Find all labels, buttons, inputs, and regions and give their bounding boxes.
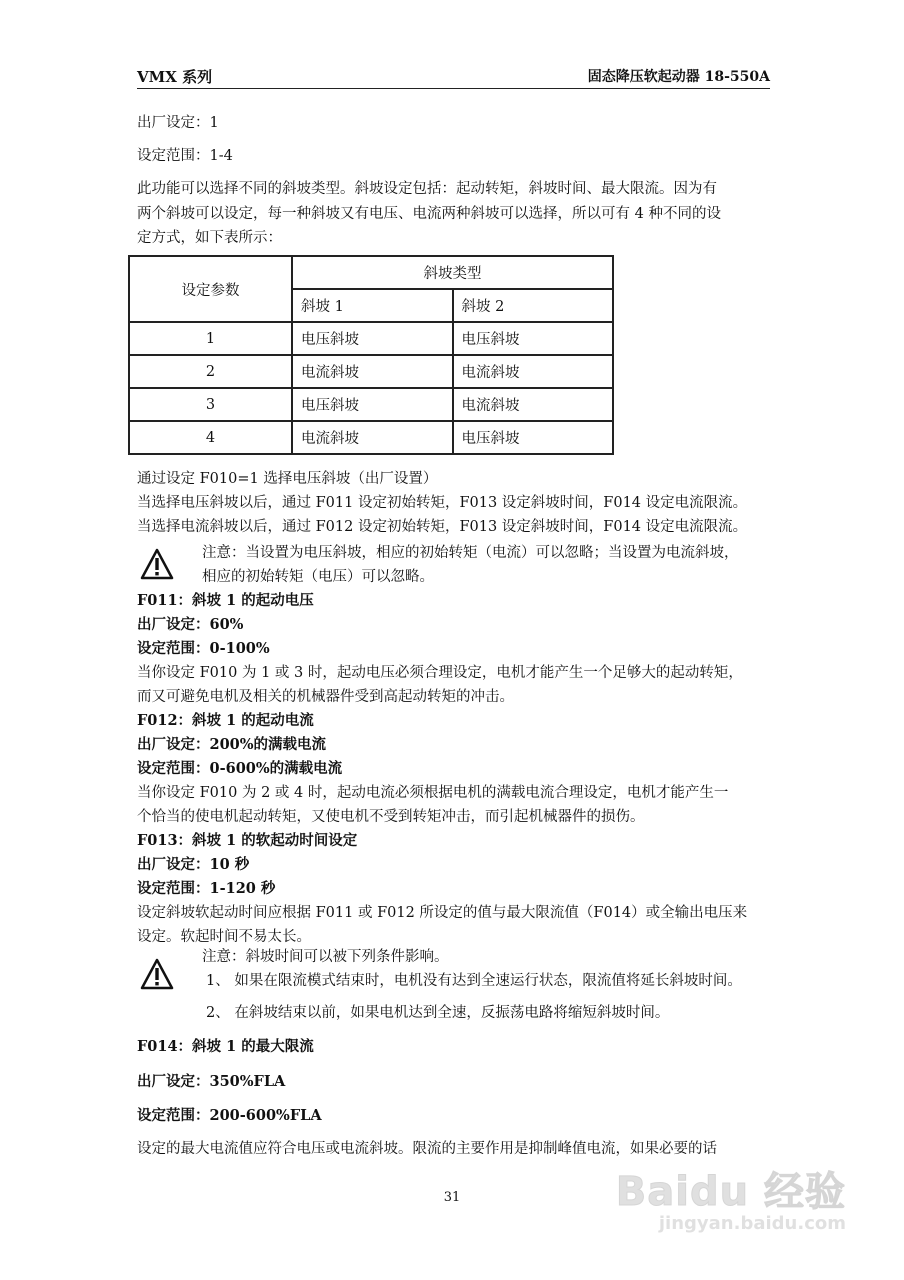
factory-setting-f010: 出厂设定：1 [137, 115, 219, 131]
warning-icon [140, 548, 174, 580]
table-cell-ramp1: 电压斜坡 [292, 322, 453, 355]
warning-icon [140, 958, 174, 990]
table-header-ramp1: 斜坡 1 [292, 289, 453, 322]
table-row [129, 388, 613, 421]
paragraph-line: 设定的最大电流值应符合电压或电流斜坡。限流的主要作用是抑制峰值电流，如果必要的话 [137, 1141, 717, 1157]
ramp-type-table [128, 255, 614, 455]
factory-setting-f011: 出厂设定：60% [137, 616, 244, 633]
table-cell-ramp2: 电压斜坡 [453, 421, 614, 454]
watermark-url: jingyan.baidu.com [658, 1213, 846, 1234]
header-title-left: VMX 系列 [137, 68, 213, 86]
setting-range-f011: 设定范围：0-100% [137, 640, 270, 657]
table-header-ramp2: 斜坡 2 [453, 289, 614, 322]
table-cell-setting: 3 [129, 388, 292, 421]
header-rule [137, 88, 770, 89]
baidu-watermark [616, 1160, 846, 1234]
table-cell-setting: 2 [129, 355, 292, 388]
note-text: 相应的初始转矩（电压）可以忽略。 [202, 569, 434, 585]
paragraph-line: 当你设定 F010 为 2 或 4 时，起动电流必须根据电机的满载电流合理设定，电机才能产生一 [137, 785, 729, 801]
paragraph-line: 两个斜坡可以设定，每一种斜坡又有电压、电流两种斜坡可以选择，所以可有 4 种不同的设 [137, 206, 721, 222]
header-title-right: 固态降压软起动器 18-550A [587, 69, 770, 85]
paragraph-line: 而又可避免电机及相关的机械器件受到高起动转矩的冲击。 [137, 689, 514, 705]
paragraph-line: 通过设定 F010=1 选择电压斜坡（出厂设置） [137, 471, 438, 487]
note-text: 注意：斜坡时间可以被下列条件影响。 [202, 949, 449, 965]
setting-range-f010: 设定范围：1-4 [137, 148, 233, 164]
table-cell-ramp1: 电流斜坡 [292, 421, 453, 454]
table-row [129, 322, 613, 355]
factory-setting-f012: 出厂设定：200%的满载电流 [137, 736, 327, 753]
table-cell-ramp2: 电压斜坡 [453, 322, 614, 355]
paragraph-line: 定方式，如下表所示： [137, 230, 282, 246]
section-heading-f012: F012：斜坡 1 的起动电流 [137, 712, 314, 729]
paragraph-line: 个恰当的使电机起动转矩，又使电机不受到转矩冲击，而引起机械器件的损伤。 [137, 809, 645, 825]
paragraph-line: 设定。软起时间不易太长。 [137, 929, 311, 945]
paragraph-line: 当选择电压斜坡以后，通过 F011 设定初始转矩，F013 设定斜坡时间，F014 设定电流限流。 [137, 495, 748, 511]
note-list-item: 2、 在斜坡结束以前，如果电机达到全速，反振荡电路将缩短斜坡时间。 [206, 1005, 670, 1021]
setting-range-f012: 设定范围：0-600%的满载电流 [137, 760, 343, 777]
table-cell-ramp1: 电压斜坡 [292, 388, 453, 421]
table-cell-setting: 4 [129, 421, 292, 454]
table-cell-ramp1: 电流斜坡 [292, 355, 453, 388]
section-heading-f014: F014：斜坡 1 的最大限流 [137, 1038, 314, 1055]
page-number: 31 [443, 1190, 461, 1205]
watermark-brand: Baidu 经验 [615, 1169, 846, 1215]
table-header-ramp-type: 斜坡类型 [292, 256, 613, 289]
section-heading-f011: F011：斜坡 1 的起动电压 [137, 592, 314, 609]
paragraph-line: 当你设定 F010 为 1 或 3 时，起动电压必须合理设定，电机才能产生一个足够大的起动转矩， [137, 665, 743, 681]
table-cell-ramp2: 电流斜坡 [453, 388, 614, 421]
setting-range-f013: 设定范围：1-120 秒 [137, 880, 276, 897]
factory-setting-f013: 出厂设定：10 秒 [137, 856, 250, 873]
table-cell-ramp2: 电流斜坡 [453, 355, 614, 388]
setting-range-f014: 设定范围：200-600%FLA [137, 1107, 322, 1124]
table-header-setting: 设定参数 [129, 256, 292, 322]
paragraph-line: 此功能可以选择不同的斜坡类型。斜坡设定包括：起动转矩，斜坡时间、最大限流。因为有 [137, 181, 717, 197]
table-row [129, 355, 613, 388]
paragraph-line: 当选择电流斜坡以后，通过 F012 设定初始转矩，F013 设定斜坡时间，F014 设定电流限流。 [137, 519, 748, 535]
note-text: 注意：当设置为电压斜坡，相应的初始转矩（电流）可以忽略；当设置为电流斜坡， [202, 545, 739, 561]
paragraph-line: 设定斜坡软起动时间应根据 F011 或 F012 所设定的值与最大限流值（F014）或全输出电压来 [137, 905, 748, 921]
note-list-item: 1、 如果在限流模式结束时，电机没有达到全速运行状态，限流值将延长斜坡时间。 [206, 973, 742, 989]
section-heading-f013: F013：斜坡 1 的软起动时间设定 [137, 832, 358, 849]
factory-setting-f014: 出厂设定：350%FLA [137, 1073, 286, 1090]
table-row [129, 421, 613, 454]
table-cell-setting: 1 [129, 322, 292, 355]
